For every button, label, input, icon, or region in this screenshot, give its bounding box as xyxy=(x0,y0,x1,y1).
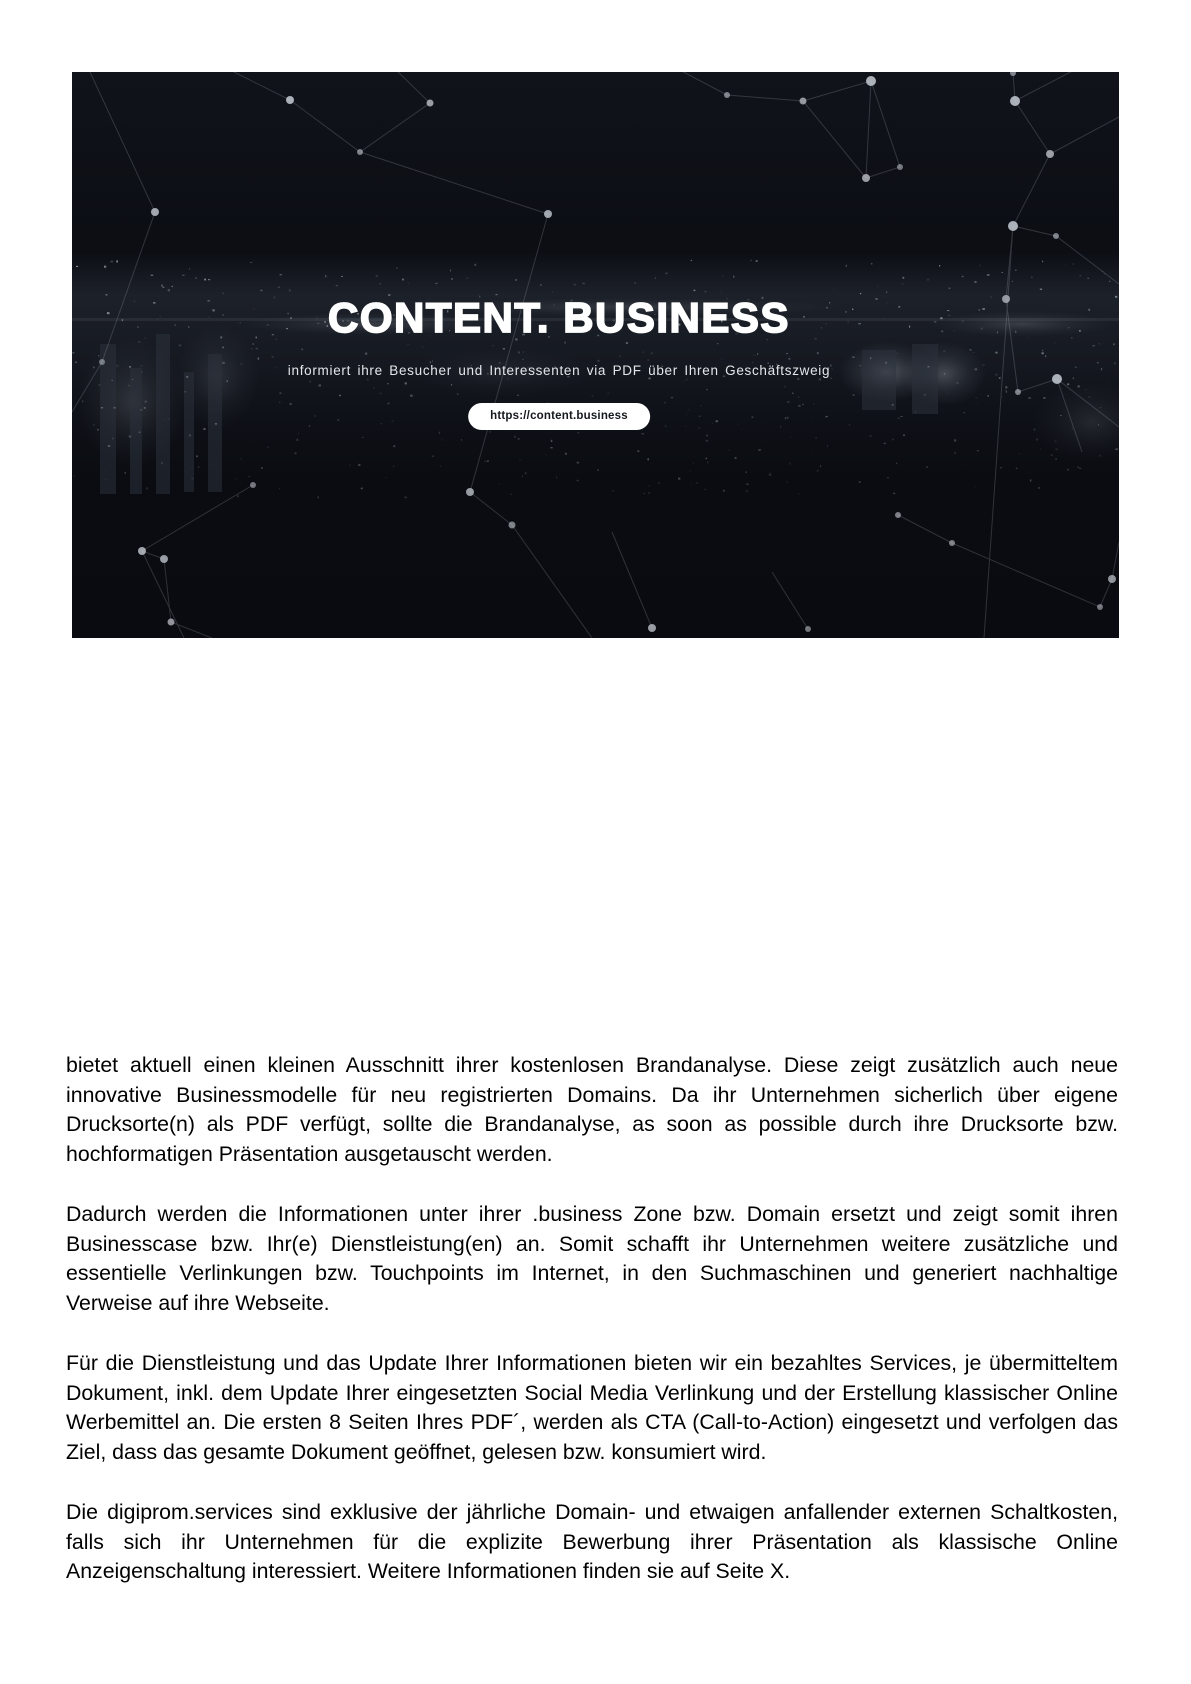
hero-banner xyxy=(72,72,1119,638)
paragraph-brandanalyse: bietet aktuell einen kleinen Ausschnitt ihrer kostenlosen Brandanalyse. Diese zeigt zusätzlich auch neue innovative Businessmodelle für neu registrierten Domains. Da ihr Unternehmen sicherlich über eigene Drucksorte(n) als PDF verfügt, sollte die Brandanalyse, as soon as possible durch ihre Drucksorte bzw. hochformatigen Präsentation ausgetauscht werden. xyxy=(66,1053,1118,1166)
paragraph-digiprom-services: Die digiprom.services sind exklusive der jährliche Domain- und etwaigen anfallender externen Schaltkosten, falls sich ihr Unternehmen für die explizite Bewerbung ihrer Präsentation als klassische Online Anzeigenschaltung interessiert. Weitere Informationen finden sie auf Seite X. xyxy=(66,1500,1118,1583)
paragraph-domain-ersetzt: Dadurch werden die Informationen unter ihrer .business Zone bzw. Domain ersetzt und zeigt somit ihren Businesscase bzw. Ihr(e) Dienstleistung(en) an. Somit schafft ihr Unternehmen weitere zusätzliche und essentielle Verlinkungen bzw. Touchpoints im Internet, in den Suchmaschinen und generiert nachhaltige Verweise auf ihre Webseite. xyxy=(66,1202,1118,1315)
hero-subtitle: informiert ihre Besucher und Interessenten via PDF über Ihren Geschäftszweig xyxy=(287,363,831,378)
paragraph-update-service: Für die Dienstleistung und das Update Ihrer Informationen bieten wir ein bezahltes Services, je übermitteltem Dokument, inkl. dem Update Ihrer eingesetzten Social Media Verlinkung und der Erstellung klassischer Online Werbemittel an. Die ersten 8 Seiten Ihres PDF´, werden als CTA (Call-to-Action) eingesetzt und verfolgen das Ziel, dass das gesamte Dokument geöffnet, gelesen bzw. konsumiert wird. xyxy=(66,1351,1118,1464)
url-pill-button[interactable]: https://content.business xyxy=(468,403,650,430)
hero-content xyxy=(94,72,1024,638)
hero-title: CONTENT. BUSINESS xyxy=(328,294,790,341)
body-text xyxy=(66,1051,1118,1587)
